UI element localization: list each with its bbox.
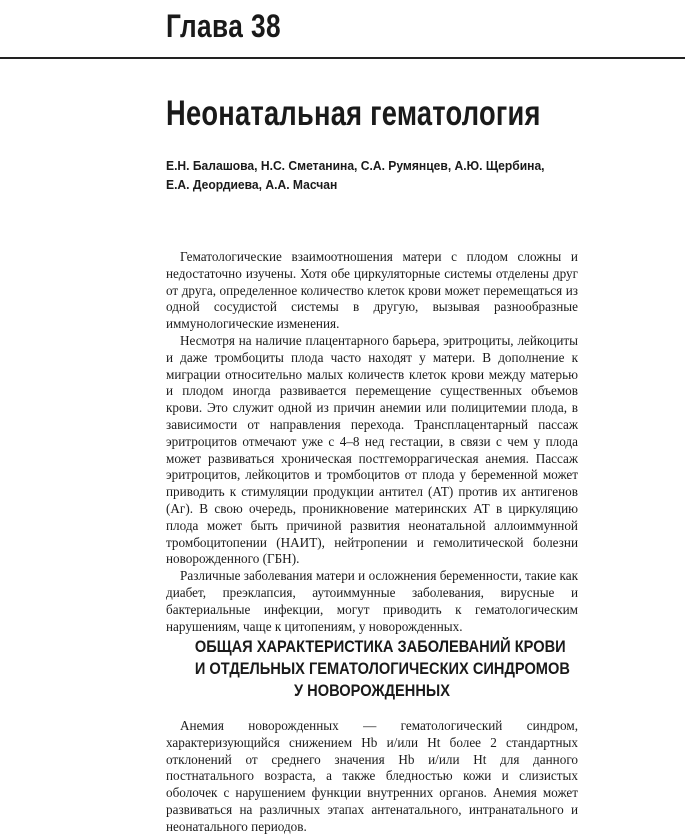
section-heading-line: У НОВОРОЖДЕННЫХ [294,681,450,700]
section-heading [166,636,578,702]
authors-line: Е.Н. Балашова, Н.С. Сметанина, С.А. Румянцев, А.Ю. Щербина, [166,158,545,173]
header-rule [0,57,685,59]
intro-text [166,249,578,635]
paragraph: Гематологические взаимоотношения матери с плодом сложны и недостаточно изучены. Хотя обе циркуляторные системы отделены друг от друга, определенное количество клеток крови может перемещаться из одной сосудистой системы в другую, вызывая разнообразные иммунологические изменения. [166,249,578,332]
chapter-label: Глава 38 [166,8,281,44]
chapter-title: Неонатальная гематология [166,94,541,133]
authors-line: Е.А. Деордиева, А.А. Масчан [166,177,338,192]
paragraph: Анемия новорожденных — гематологический синдром, характеризующийся снижением Hb и/или Ht более 2 стандартных отклонений от среднего значения Hb и/или Ht для данного постнатального возраста, а также бледностью кожи и слизистых оболочек с нарушением функции внутренних органов. Анемия может развиваться на различных этапах антенатального, интранатального и неонатального периодов. [166,718,578,834]
section-heading-line: И ОТДЕЛЬНЫХ ГЕМАТОЛОГИЧЕСКИХ СИНДРОМОВ [194,659,570,678]
paragraph: Несмотря на наличие плацентарного барьера, эритроциты, лейкоциты и даже тромбоциты плода часто находят у матери. В дополнение к миграции относительно малых количеств клеток крови между матерью и плодом иногда развивается перемещение существенных объемов крови. Это служит одной из причин анемии или полицитемии плода, в зависимости от направления перехода. Трансплацентарный пассаж эритроцитов отмечают уже с 4–8 нед гестации, в связи с чем у плода может развиваться хроническая постгеморрагическая анемия. Пассаж эритроцитов, лейкоцитов и тромбоцитов от плода у беременной может приводить к стимуляции продукции антител (АТ) против их антигенов (Аг). В свою очередь, проникновение материнских АТ в циркуляцию плода может быть причиной развития неонатальной аллоиммунной тромбоцитопении (НАИТ), нейтропении и гемолитической болезни новорожденного (ГБН). [166,332,578,567]
authors [166,156,586,194]
paragraph: Различные заболевания матери и осложнения беременности, такие как диабет, преэклапсия, аутоиммунные заболевания, вирусные и бактериальные инфекции, могут приводить к гематологическим нарушениям, чаще к цитопениям, у новорожденных. [166,568,578,634]
section-heading-line: ОБЩАЯ ХАРАКТЕРИСТИКА ЗАБОЛЕВАНИЙ КРОВИ [194,637,566,656]
